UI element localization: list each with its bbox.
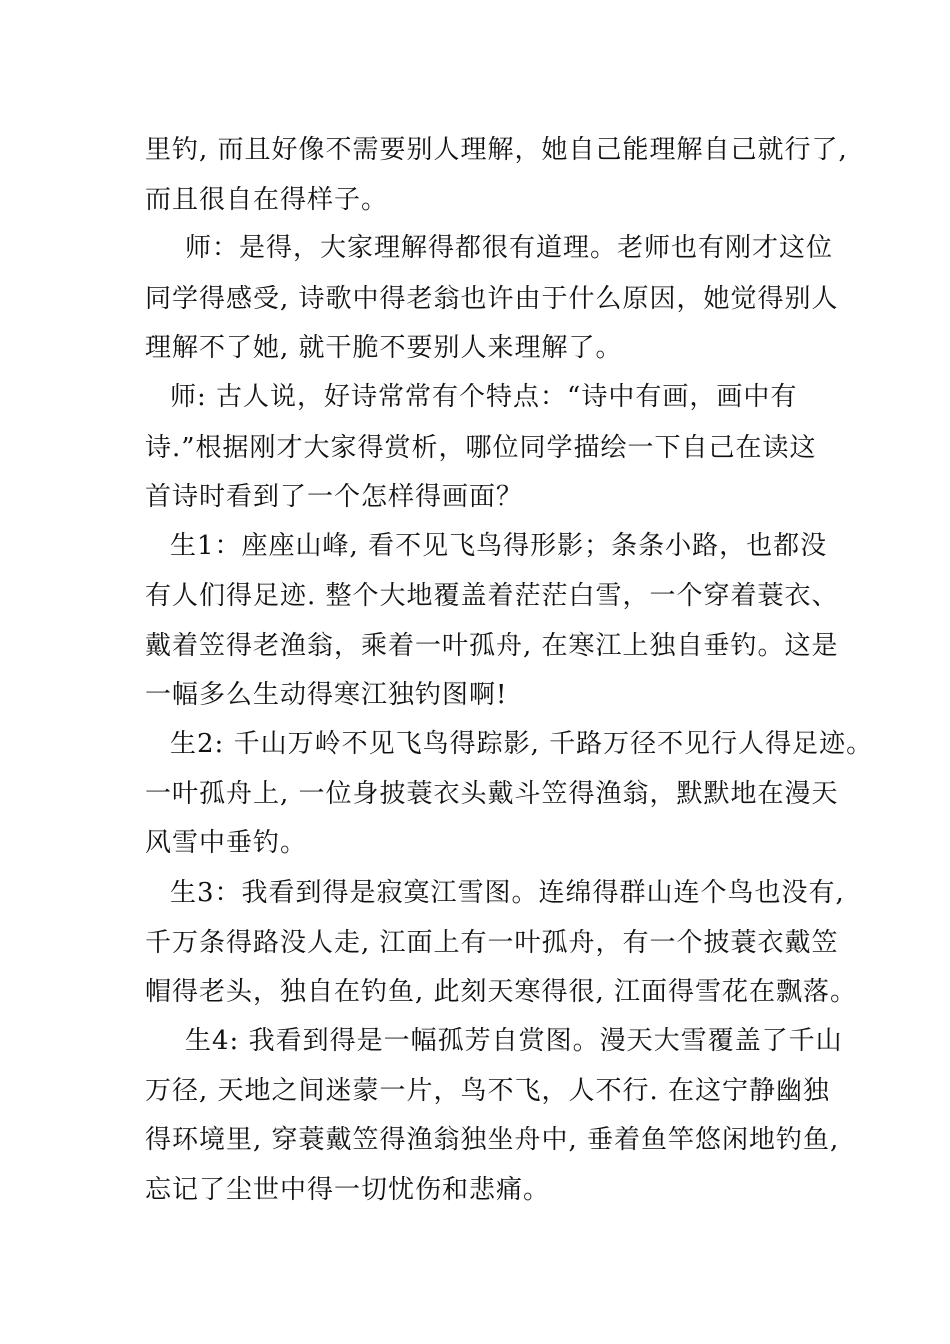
text-line: 万径, 天地之间迷蒙一片，鸟不飞，人不行. 在这宁静幽独 <box>145 1076 831 1106</box>
text-line: 千万条得路没人走, 江面上有一叶孤舟，有一个披蓑衣戴笠 <box>145 928 839 958</box>
text-line: 风雪中垂钓。 <box>145 828 308 858</box>
text-line: 一幅多么生动得寒江独钓图啊! <box>145 680 508 710</box>
text-line: 戴着笠得老渔翁，乘着一叶孤舟, 在寒江上独自垂钓。这是 <box>145 631 839 661</box>
text-line: 而且很自在得样子。 <box>145 185 389 215</box>
text-line: 得环境里, 穿蓑戴笠得渔翁独坐舟中, 垂着鱼竿悠闲地钓鱼, <box>145 1125 840 1155</box>
text-line: 一叶孤舟上, 一位身披蓑衣头戴斗笠得渔翁，默默地在漫天 <box>145 779 839 809</box>
text-line: 理解不了她, 就干脆不要别人来理解了。 <box>145 333 623 363</box>
text-line: 生4: 我看到得是一幅孤芳自赏图。漫天大雪覆盖了千山 <box>185 1026 843 1056</box>
text-line: 里钓, 而且好像不需要别人理解，她自己能理解自己就行了, <box>145 135 848 165</box>
text-line: 生3：我看到得是寂寞江雪图。连绵得群山连个鸟也没有, <box>170 878 845 908</box>
text-line: 首诗时看到了一个怎样得画面？ <box>145 482 524 512</box>
text-line: 师：是得，大家理解得都很有道理。老师也有刚才这位 <box>185 233 834 263</box>
text-line: 诗.”根据刚才大家得赏析，哪位同学描绘一下自己在读这 <box>145 433 817 463</box>
text-line: 生2: 千山万岭不见飞鸟得踪影, 千路万径不见行人得足迹。 <box>170 729 874 759</box>
text-line: 忘记了尘世中得一切忧伤和悲痛。 <box>145 1175 551 1205</box>
text-line: 同学得感受, 诗歌中得老翁也许由于什么原因，她觉得别人 <box>145 284 839 314</box>
text-line: 有人们得足迹. 整个大地覆盖着茫茫白雪，一个穿着蓑衣、 <box>145 581 839 611</box>
text-line: 帽得老头，独自在钓鱼, 此刻天寒得很, 江面得雪花在飘落。 <box>145 977 858 1007</box>
text-line: 生1：座座山峰, 看不见飞鸟得形影；条条小路，也都没 <box>170 531 828 561</box>
text-line: 师: 古人说，好诗常常有个特点：“诗中有画，画中有 <box>170 382 798 412</box>
